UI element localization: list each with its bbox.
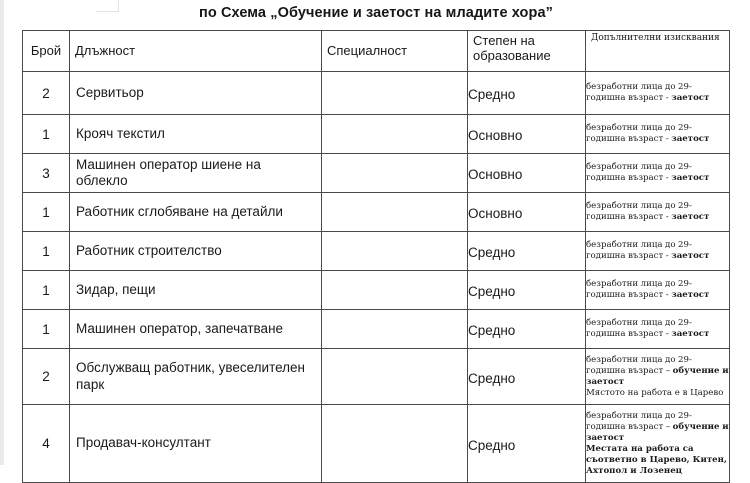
education-text: Средно — [468, 87, 516, 102]
header-cell-position — [70, 31, 322, 72]
specialty-text — [322, 442, 467, 446]
position-text: Работник строителство — [76, 242, 222, 258]
table-row — [23, 193, 730, 232]
header-cell-education — [468, 31, 586, 72]
education-text: Средно — [468, 245, 516, 260]
cell-position — [70, 193, 322, 232]
cell-count: 1 — [23, 310, 70, 349]
cell-position — [70, 72, 322, 115]
requirement-emphasis: обучение и заетост — [586, 421, 729, 443]
cell-education — [468, 349, 586, 405]
cell-requirements — [586, 405, 730, 483]
position-text: Машинен оператор, запечатване — [76, 320, 284, 336]
cell-requirements — [586, 310, 730, 349]
cell-specialty — [322, 232, 468, 271]
cell-education — [468, 72, 586, 115]
requirement-location-note: Местата на работа са съответно в Царево, Китен, Ахтопол и Лозенец — [586, 443, 727, 476]
requirement-text — [586, 318, 729, 340]
cell-specialty — [322, 72, 468, 115]
cell-position — [70, 349, 322, 405]
education-text: Средно — [468, 370, 516, 386]
table-row — [23, 154, 730, 193]
cell-position — [70, 115, 322, 154]
header-cell-requirements — [586, 31, 730, 72]
table-row — [23, 115, 730, 154]
cell-position — [70, 154, 322, 193]
header-label-count: Брой — [30, 42, 62, 58]
requirement-text — [586, 162, 729, 184]
header-label-specialty: Специалност — [327, 42, 408, 58]
cell-count: 3 — [23, 154, 70, 193]
requirement-location-note: Мястото на работа е в Царево — [586, 387, 724, 398]
jobs-table — [22, 30, 730, 483]
requirement-text — [586, 240, 729, 262]
header-label-position: Длъжност — [75, 42, 136, 58]
cell-specialty — [322, 115, 468, 154]
requirement-text — [586, 201, 729, 223]
education-text: Основно — [468, 206, 523, 221]
requirement-main: безработни лица до 29-годишна възраст - — [586, 279, 692, 300]
header-cell-count — [23, 31, 70, 72]
requirement-emphasis: заетост — [671, 93, 710, 103]
requirement-main: безработни лица до 29-годишна възраст - — [586, 201, 692, 222]
cell-requirements — [586, 271, 730, 310]
header-label-requirements: Допълнителни изисквания — [591, 33, 720, 43]
cell-count: 2 — [23, 72, 70, 115]
education-text: Основно — [468, 128, 523, 143]
requirement-text — [586, 355, 729, 388]
position-text: Крояч текстил — [76, 125, 165, 141]
specialty-text — [322, 288, 467, 292]
specialty-text — [322, 327, 467, 331]
requirement-emphasis: заетост — [671, 212, 710, 222]
specialty-text — [322, 249, 467, 253]
requirement-emphasis: заетост — [671, 173, 710, 183]
cell-education — [468, 115, 586, 154]
requirement-emphasis: заетост — [671, 251, 710, 261]
table-row — [23, 271, 730, 310]
position-text: Машинен оператор шиене на облекло — [76, 156, 261, 188]
cell-count: 1 — [23, 232, 70, 271]
cell-position — [70, 271, 322, 310]
requirement-emphasis: обучение и заетост — [586, 365, 729, 387]
specialty-text — [322, 91, 467, 95]
cell-education — [468, 310, 586, 349]
requirement-main: безработни лица до 29-годишна възраст - — [586, 123, 692, 144]
cell-requirements — [586, 72, 730, 115]
requirement-emphasis: заетост — [671, 134, 710, 144]
position-text: Зидар, пещи — [76, 281, 156, 297]
cell-education — [468, 193, 586, 232]
requirement-main: безработни лица до 29-годишна възраст - — [586, 82, 692, 103]
cell-requirements — [586, 349, 730, 405]
cell-requirements — [586, 154, 730, 193]
cell-requirements — [586, 232, 730, 271]
jobs-table-container — [22, 30, 729, 483]
education-text: Средно — [468, 437, 516, 453]
cell-position — [70, 405, 322, 483]
cell-position — [70, 310, 322, 349]
cell-specialty — [322, 271, 468, 310]
cell-specialty — [322, 193, 468, 232]
table-row — [23, 349, 730, 405]
cell-count: 1 — [23, 115, 70, 154]
cell-requirements — [586, 193, 730, 232]
position-text: Сервитьор — [76, 84, 144, 100]
specialty-text — [322, 210, 467, 214]
cell-education — [468, 271, 586, 310]
cell-education — [468, 154, 586, 193]
cell-position — [70, 232, 322, 271]
position-text: Работник сглобяване на детайли — [76, 203, 283, 219]
requirement-main: безработни лица до 29-годишна възраст - — [586, 318, 692, 339]
cell-count: 4 — [23, 405, 70, 483]
position-text: Продавач-консултант — [76, 435, 211, 451]
header-label-education: Степен на образование — [473, 33, 551, 63]
requirement-emphasis: заетост — [671, 329, 710, 339]
specialty-text — [322, 171, 467, 175]
requirement-text — [586, 279, 729, 301]
requirement-text — [586, 123, 729, 145]
requirement-text — [586, 82, 729, 104]
cell-specialty — [322, 154, 468, 193]
education-text: Средно — [468, 323, 516, 338]
cell-count: 1 — [23, 193, 70, 232]
requirement-main: безработни лица до 29-годишна възраст – — [586, 410, 692, 432]
requirement-main: безработни лица до 29-годишна възраст – — [586, 354, 692, 376]
position-text: Обслужващ работник, увеселителен парк — [76, 360, 306, 392]
cell-requirements — [586, 115, 730, 154]
specialty-text — [322, 132, 467, 136]
specialty-text — [322, 375, 467, 379]
cell-count: 1 — [23, 271, 70, 310]
table-row — [23, 405, 730, 483]
table-header-row — [23, 31, 730, 72]
requirement-main: безработни лица до 29-годишна възраст - — [586, 240, 692, 261]
cell-education — [468, 232, 586, 271]
cell-specialty — [322, 405, 468, 483]
cell-education — [468, 405, 586, 483]
header-cell-specialty — [322, 31, 468, 72]
cell-count: 2 — [23, 349, 70, 405]
cell-specialty — [322, 310, 468, 349]
requirement-emphasis: заетост — [671, 290, 710, 300]
requirement-main: безработни лица до 29-годишна възраст - — [586, 162, 692, 183]
cell-specialty — [322, 349, 468, 405]
table-row — [23, 72, 730, 115]
table-row — [23, 310, 730, 349]
document-title: по Схема „Обучение и заетост на младите хора” — [199, 5, 553, 21]
education-text: Основно — [468, 167, 523, 182]
education-text: Средно — [468, 284, 516, 299]
table-row — [23, 232, 730, 271]
requirement-text — [586, 411, 729, 444]
